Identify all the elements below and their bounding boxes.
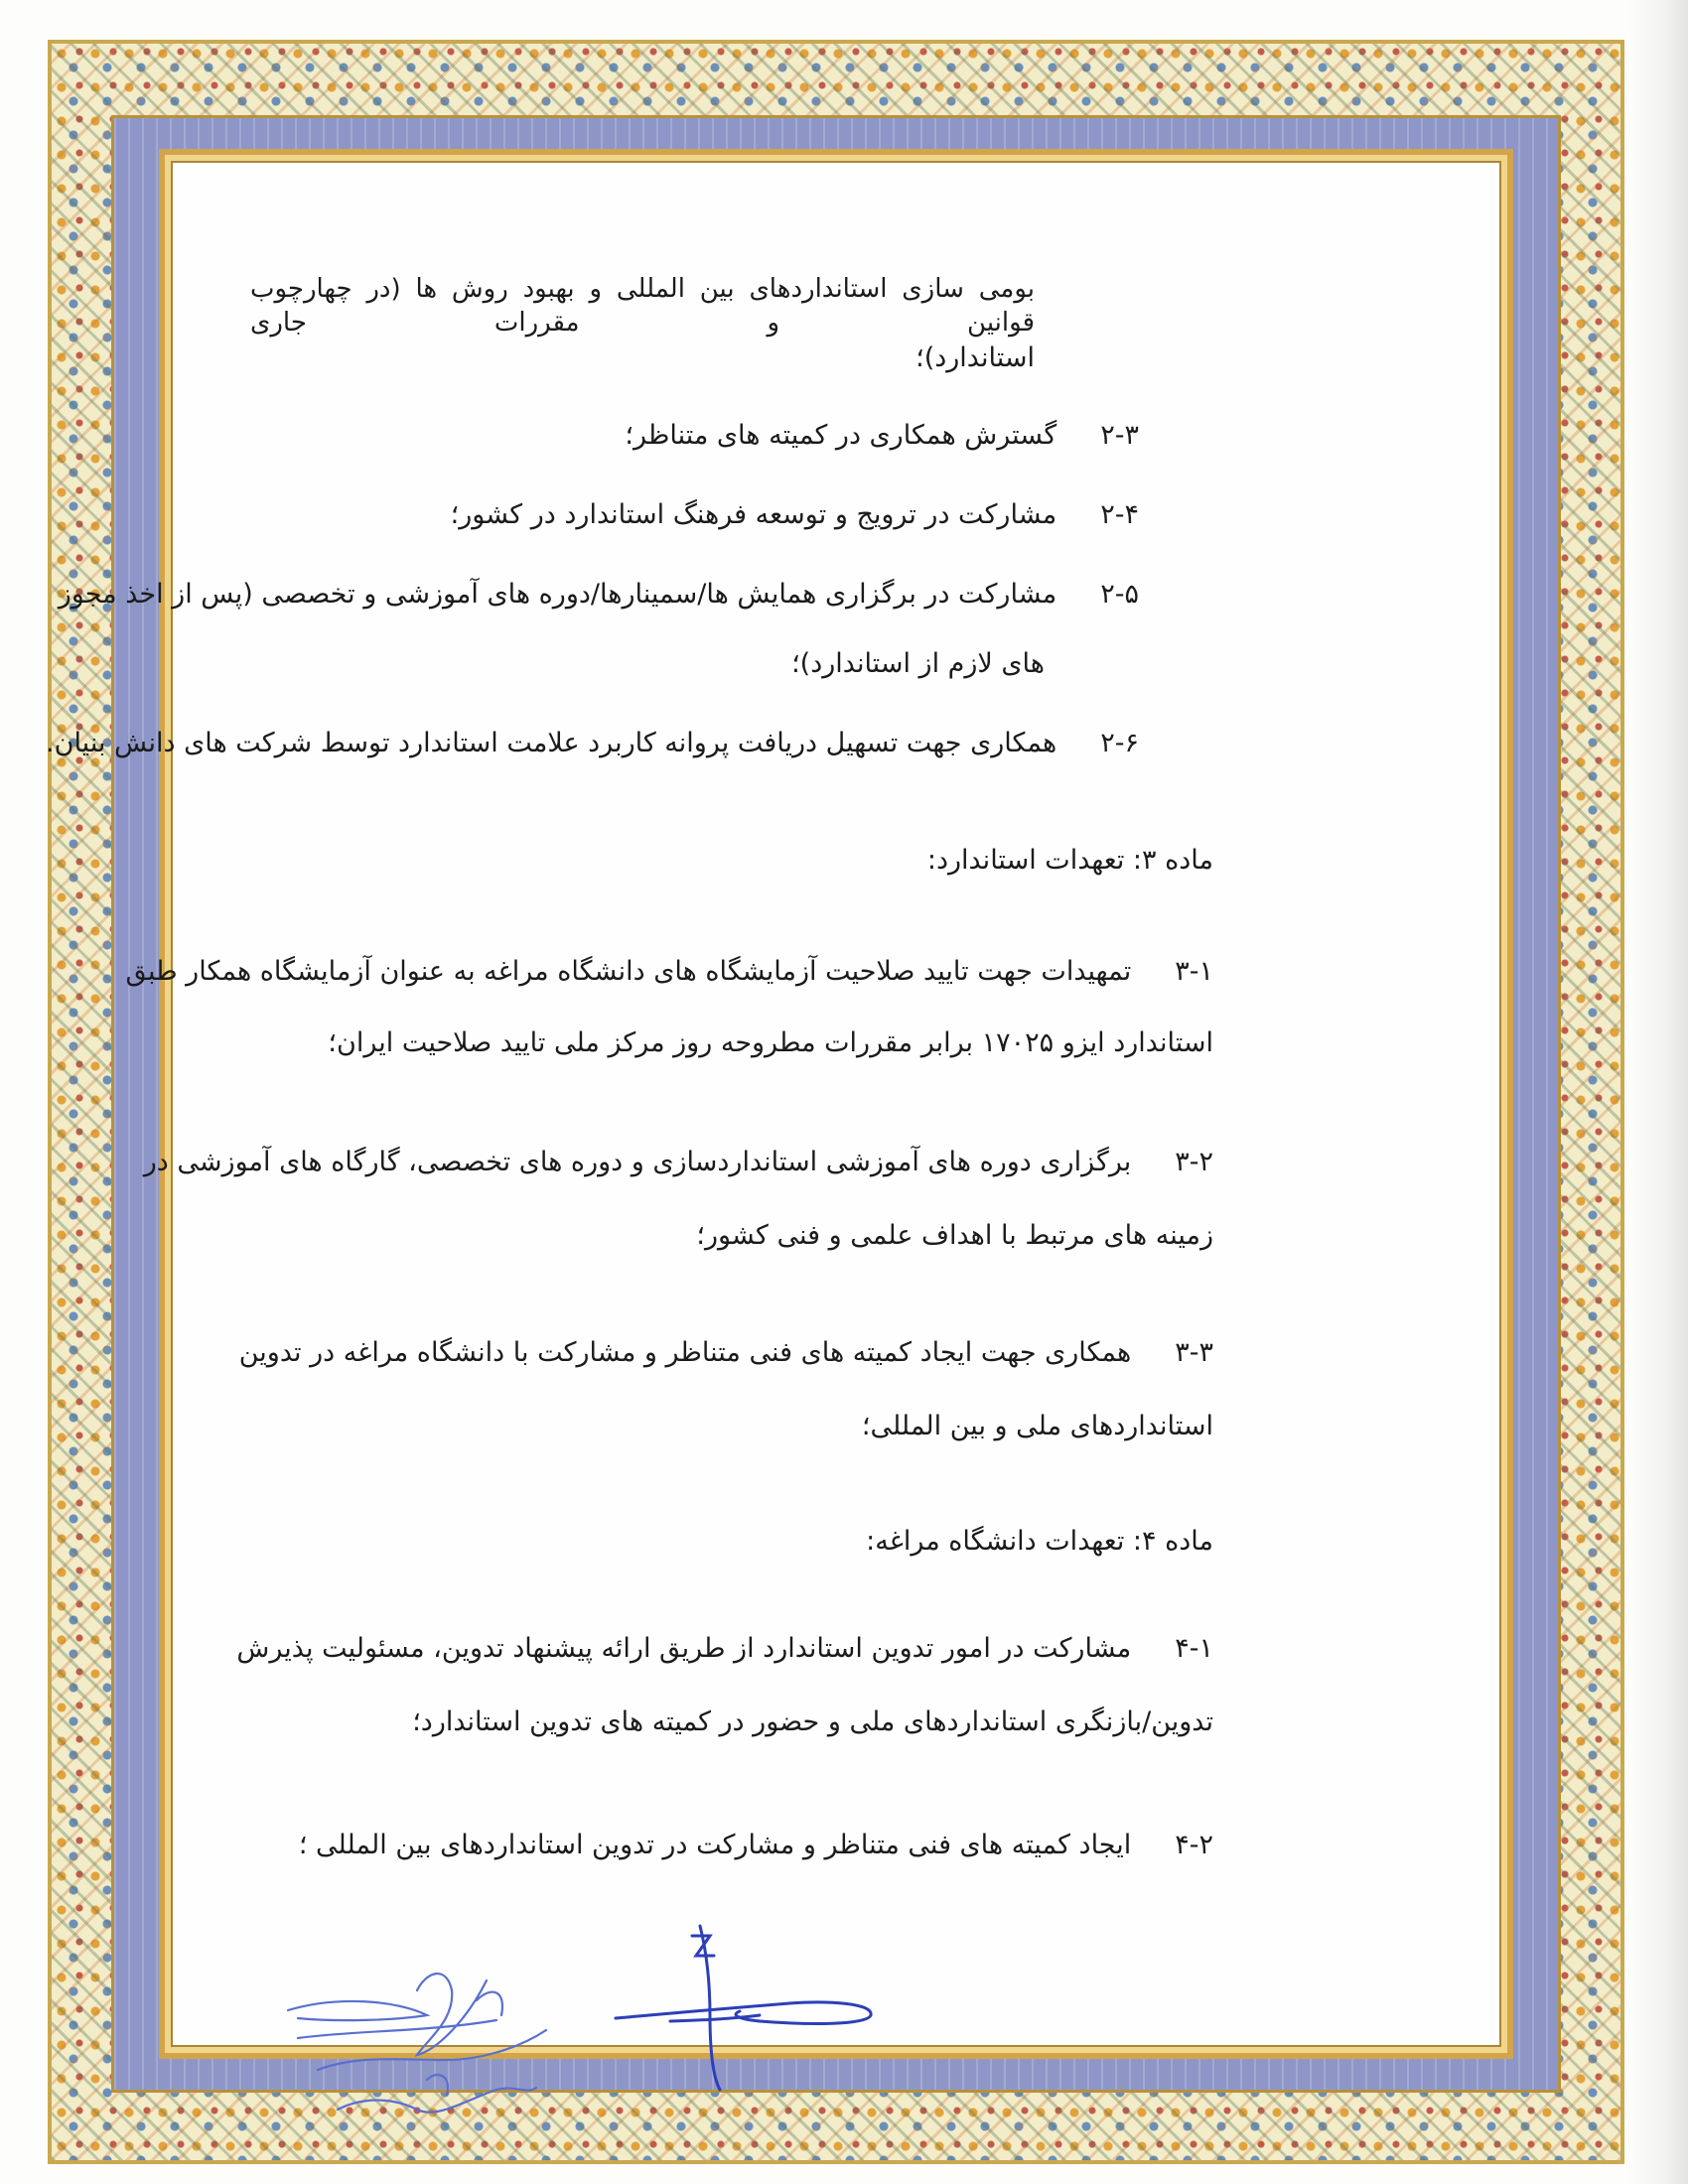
item-text: همکاری جهت ایجاد کمیته های فنی متناظر و مشارکت با دانشگاه مراغه در تدوین — [238, 1337, 1132, 1368]
document-content — [46, 161, 1501, 2047]
item-text: تمهیدات جهت تایید صلاحیت آزمایشگاه های دانشگاه مراغه به عنوان آزمایشگاه همکار طبق — [125, 956, 1132, 987]
item-number: ۲-۳ — [1100, 420, 1139, 451]
item-number: ۲-۵ — [1100, 579, 1139, 610]
item-number: ۴-۱ — [1175, 1633, 1213, 1664]
item-text: مشارکت در امور تدوین استاندارد از طریق ارائه پیشنهاد تدوین، مسئولیت پذیرش — [236, 1633, 1132, 1664]
list-item — [625, 419, 1139, 453]
item-text: برگزاری دوره های آموزشی استانداردسازی و دوره های تخصصی، گارگاه های آموزشی در — [143, 1147, 1132, 1177]
item-number: ۳-۳ — [1175, 1337, 1213, 1368]
list-item — [220, 1336, 1213, 1370]
item-number: ۲-۶ — [1100, 728, 1139, 758]
list-item-continuation: تدوین/بازنگری استانداردهای ملی و حضور در کمیته های تدوین استاندارد؛ — [412, 1706, 1213, 1737]
list-item-continuation: استانداردهای ملی و بین المللی؛ — [861, 1411, 1213, 1441]
item-number: ۳-۲ — [1175, 1147, 1213, 1177]
item-text: مشارکت در برگزاری همایش ها/سمینارها/دوره های آموزشی و تخصصی (پس از اخذ مجوز — [58, 579, 1057, 610]
item-text: ایجاد کمیته های فنی متناظر و مشارکت در تدوین استانداردهای بین المللی ؛ — [298, 1830, 1132, 1860]
list-item-continuation: های لازم از استاندارد)؛ — [791, 648, 1045, 679]
list-item — [299, 1829, 1213, 1862]
item-text: همکاری جهت تسهیل دریافت پروانه کاربرد علامت استاندارد توسط شرکت های دانش بنیان. — [46, 728, 1057, 758]
signature-right — [611, 1916, 889, 2095]
list-item — [220, 1632, 1213, 1666]
list-item — [143, 1146, 1213, 1179]
item-text: گسترش همکاری در کمیته های متناظر؛ — [625, 420, 1057, 451]
list-item-continuation: استاندارد ایزو ۱۷۰۲۵ برابر مقررات مطروحه روز مرکز ملی تایید صلاحیت ایران؛ — [328, 1027, 1213, 1058]
scan-shadow — [1628, 0, 1688, 2184]
item-text: مشارکت در ترویج و توسعه فرهنگ استاندارد در کشور؛ — [450, 499, 1057, 530]
article-4-title: ماده ۴: تعهدات دانشگاه مراغه: — [866, 1526, 1213, 1557]
list-item — [58, 578, 1139, 612]
list-item-continuation: زمینه های مرتبط با اهداف علمی و فنی کشور؛ — [696, 1220, 1213, 1251]
item-number: ۳-۱ — [1175, 956, 1213, 987]
list-item — [451, 498, 1139, 532]
intro-line-1: بومی سازی استانداردهای بین المللی و بهبود روش ها (در چهارچوب قوانین و مقررات جاری — [250, 274, 1035, 338]
list-item — [46, 727, 1139, 760]
item-number: ۲-۴ — [1100, 499, 1139, 530]
article-3-title: ماده ۳: تعهدات استاندارد: — [926, 845, 1213, 876]
signature-left — [278, 1961, 576, 2139]
item-number: ۴-۲ — [1175, 1830, 1213, 1860]
list-item — [125, 955, 1213, 989]
intro-line-2: استاندارد)؛ — [915, 342, 1035, 373]
